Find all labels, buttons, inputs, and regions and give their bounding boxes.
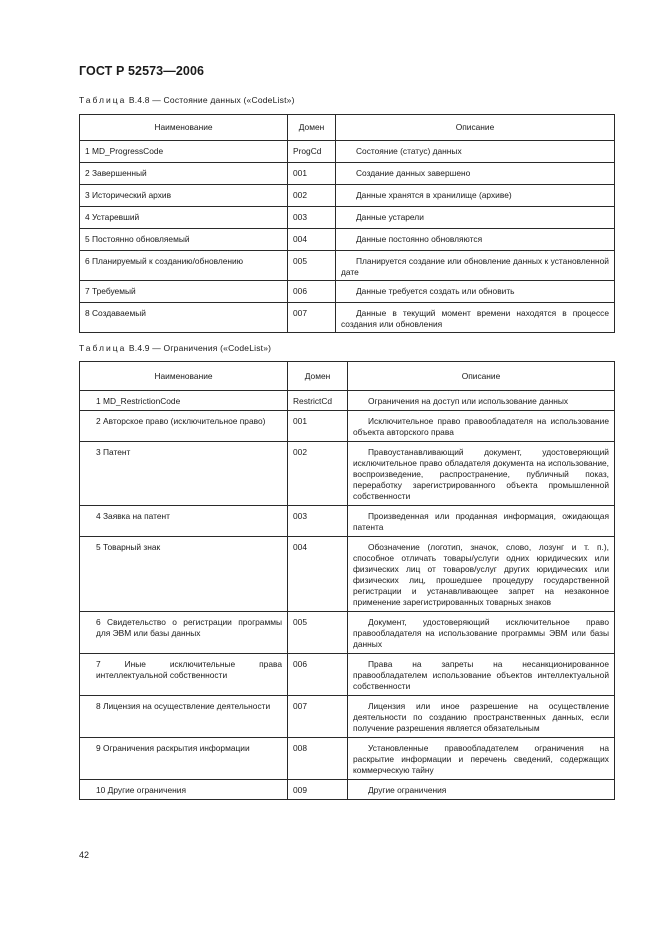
- cell-name: 3 Патент: [80, 442, 288, 506]
- table-row: [80, 506, 615, 537]
- cell-name: 3 Исторический архив: [80, 185, 288, 207]
- cell-domain: 001: [288, 163, 336, 185]
- cell-description: Состояние (статус) данных: [336, 141, 615, 163]
- cell-domain: 008: [288, 738, 348, 780]
- table-row: [80, 391, 615, 411]
- cell-description: Ограничения на доступ или использование данных: [348, 391, 615, 411]
- cell-name: 6 Свидетельство о регистрации программы для ЭВМ или базы данных: [80, 612, 288, 654]
- cell-description: Создание данных завершено: [336, 163, 615, 185]
- caption-word: Таблица: [79, 95, 127, 105]
- table-row: [80, 141, 615, 163]
- page-number: 42: [79, 850, 90, 860]
- column-header-name: Наименование: [80, 115, 288, 141]
- table-data-status: [79, 114, 615, 333]
- column-header-description: Описание: [336, 115, 615, 141]
- cell-domain: 007: [288, 303, 336, 333]
- cell-description: Лицензия или иное разрешение на осуществление деятельности по созданию пространственных данных, если получение разрешения является обязательным: [348, 696, 615, 738]
- cell-description: Данные требуется создать или обновить: [336, 281, 615, 303]
- cell-name: 2 Завершенный: [80, 163, 288, 185]
- cell-domain: 003: [288, 207, 336, 229]
- table-row: [80, 696, 615, 738]
- cell-name: 5 Товарный знак: [80, 537, 288, 612]
- cell-description: Установленные правообладателем ограничения на раскрытие информации и перечень сведений, содержащих коммерческую тайну: [348, 738, 615, 780]
- cell-domain: 005: [288, 251, 336, 281]
- cell-name: 5 Постоянно обновляемый: [80, 229, 288, 251]
- cell-domain: 002: [288, 442, 348, 506]
- column-header-domain: Домен: [288, 115, 336, 141]
- cell-domain: 006: [288, 654, 348, 696]
- cell-description: Произведенная или проданная информация, ожидающая патента: [348, 506, 615, 537]
- caption-text: В.4.8 — Состояние данных («CodeList»): [128, 95, 295, 105]
- document-title: ГОСТ Р 52573—2006: [79, 64, 205, 78]
- table-caption-b49: [79, 343, 271, 353]
- column-header-domain: Домен: [288, 362, 348, 391]
- cell-name: 7 Требуемый: [80, 281, 288, 303]
- cell-domain: 006: [288, 281, 336, 303]
- cell-domain: ProgCd: [288, 141, 336, 163]
- cell-description: Права на запреты на несанкционированное правообладателем использование объектов интеллектуальной собственности: [348, 654, 615, 696]
- cell-name: 9 Ограничения раскрытия информации: [80, 738, 288, 780]
- cell-name: 6 Планируемый к созданию/обновлению: [80, 251, 288, 281]
- cell-description: Данные постоянно обновляются: [336, 229, 615, 251]
- table-row: [80, 654, 615, 696]
- cell-description: Данные устарели: [336, 207, 615, 229]
- cell-name: 4 Устаревший: [80, 207, 288, 229]
- cell-name: 8 Создаваемый: [80, 303, 288, 333]
- cell-domain: 005: [288, 612, 348, 654]
- table-row: [80, 780, 615, 800]
- caption-text: В.4.9 — Ограничения («CodeList»): [128, 343, 272, 353]
- cell-domain: 007: [288, 696, 348, 738]
- cell-name: 1 MD_RestrictionCode: [80, 391, 288, 411]
- cell-domain: 002: [288, 185, 336, 207]
- cell-description: Данные хранятся в хранилище (архиве): [336, 185, 615, 207]
- cell-description: Данные в текущий момент времени находятся в процессе создания или обновления: [336, 303, 615, 333]
- table-row: [80, 537, 615, 612]
- table-header-row: [80, 362, 615, 391]
- cell-description: Другие ограничения: [348, 780, 615, 800]
- cell-description: Правоустанавливающий документ, удостоверяющий исключительное право обладателя документа на использование, воспроизведение, распространение, публичный показ, переработку зарегистрированного объекта промышленной собственности: [348, 442, 615, 506]
- table-row: [80, 738, 615, 780]
- table-row: [80, 163, 615, 185]
- table-caption-b48: [79, 95, 295, 105]
- table-row: [80, 229, 615, 251]
- cell-name: 1 MD_ProgressCode: [80, 141, 288, 163]
- column-header-description: Описание: [348, 362, 615, 391]
- cell-description: Планируется создание или обновление данных к установленной дате: [336, 251, 615, 281]
- table-row: [80, 185, 615, 207]
- cell-domain: 009: [288, 780, 348, 800]
- cell-description: Обозначение (логотип, значок, слово, лозунг и т. п.), способное отличать товары/услуги одних юридических или физических лиц от товаров/услуг других юридических или физических лиц, прошедшее процедуру государственной регистрации и устанавливающее запрет на незаконное применение зарегистрированных товарных знаков: [348, 537, 615, 612]
- table-row: [80, 303, 615, 333]
- table-row: [80, 207, 615, 229]
- cell-domain: 004: [288, 229, 336, 251]
- caption-word: Таблица: [79, 343, 127, 353]
- cell-name: 4 Заявка на патент: [80, 506, 288, 537]
- cell-domain: 004: [288, 537, 348, 612]
- cell-name: 10 Другие ограничения: [80, 780, 288, 800]
- cell-domain: RestrictCd: [288, 391, 348, 411]
- cell-name: 2 Авторское право (исключительное право): [80, 411, 288, 442]
- table-header-row: [80, 115, 615, 141]
- table-restrictions: [79, 361, 615, 800]
- cell-description: Исключительное право правообладателя на использование объекта авторского права: [348, 411, 615, 442]
- cell-name: 8 Лицензия на осуществление деятельности: [80, 696, 288, 738]
- table-row: [80, 612, 615, 654]
- table-row: [80, 411, 615, 442]
- table-row: [80, 251, 615, 281]
- cell-name: 7 Иные исключительные права интеллектуальной собственности: [80, 654, 288, 696]
- table-row: [80, 281, 615, 303]
- cell-domain: 003: [288, 506, 348, 537]
- cell-domain: 001: [288, 411, 348, 442]
- table-row: [80, 442, 615, 506]
- cell-description: Документ, удостоверяющий исключительное право правообладателя на использование программы ЭВМ или базы данных: [348, 612, 615, 654]
- column-header-name: Наименование: [80, 362, 288, 391]
